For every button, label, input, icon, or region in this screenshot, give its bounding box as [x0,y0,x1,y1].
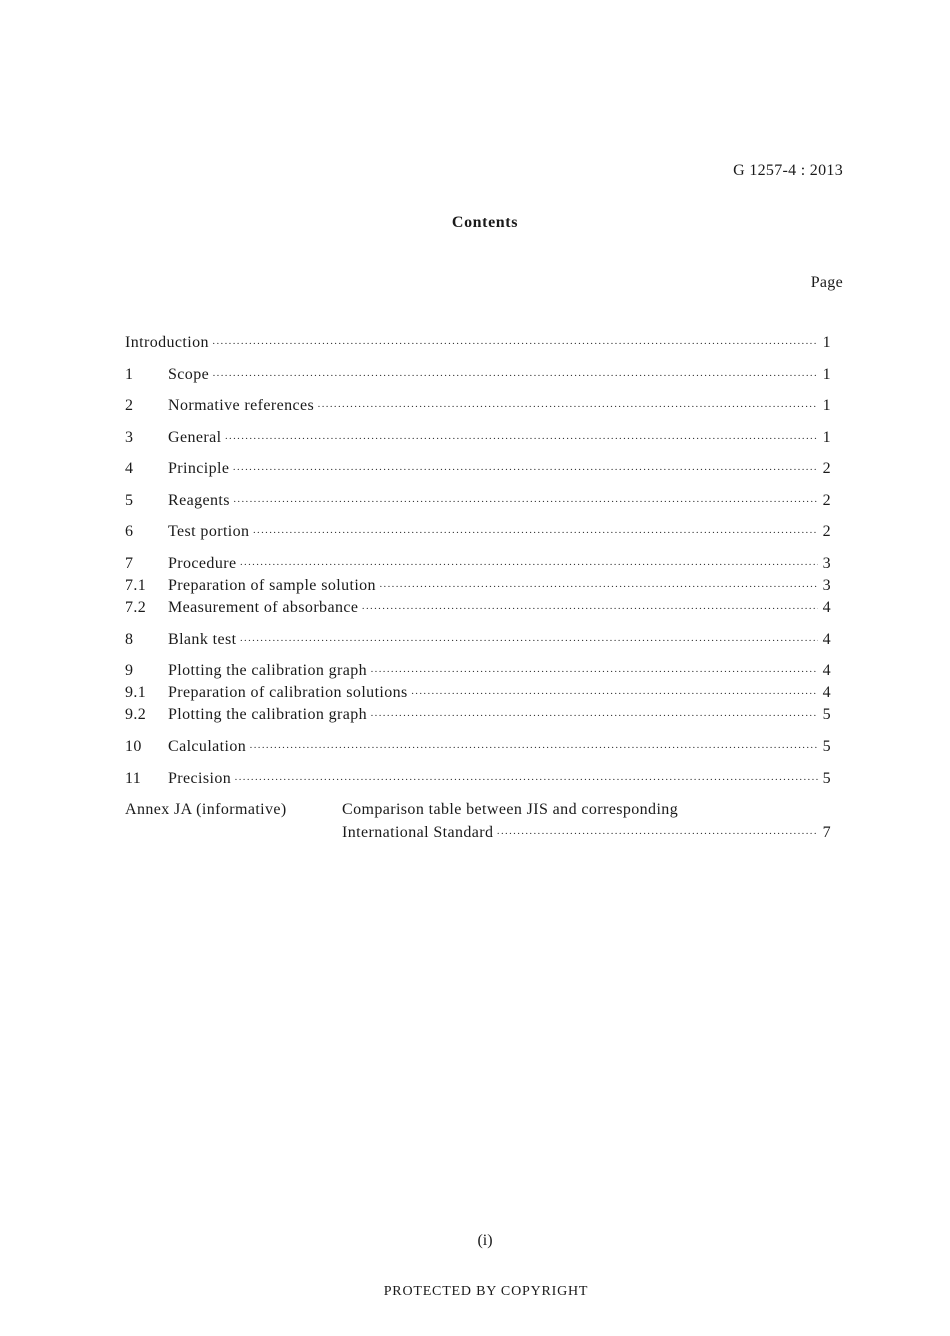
toc-entry[interactable] [125,491,831,512]
toc-entry[interactable] [125,522,831,543]
toc-entry-number: 9.1 [125,684,147,701]
toc-entry-number: 8 [125,631,134,648]
toc-entry-page: 3 [822,577,831,594]
toc-entry-page: 4 [822,684,831,701]
toc-entry-label: Reagents [168,492,230,509]
toc-entry-page: 3 [822,555,831,572]
toc-entry-number: 9.2 [125,706,147,723]
toc-entry-page: 2 [822,523,831,540]
dot-leader [212,366,818,386]
toc-entry-label: Plotting the calibration graph [168,662,368,679]
toc-entry-page: 5 [822,706,831,723]
toc-entry-label: Plotting the calibration graph [168,706,368,723]
toc-entry[interactable] [125,396,831,417]
dot-leader [411,684,818,704]
toc-entry[interactable] [125,769,831,790]
toc-entry[interactable] [125,737,831,758]
toc-entry-page: 2 [822,460,831,477]
toc-entry-number: 7 [125,555,134,572]
toc-entry-label: Precision [168,770,232,787]
dot-leader [234,770,818,790]
toc-entry[interactable] [125,630,831,651]
toc-entry[interactable] [125,428,831,449]
copyright-notice: PROTECTED BY COPYRIGHT [383,1284,589,1299]
toc-entry-label: Blank test [168,631,237,648]
toc-entry-label: Scope [168,366,210,383]
annex-title-line2: International Standard [342,824,494,841]
annex-title-line1: Comparison table between JIS and corresponding [342,801,679,818]
toc-entry-label: Preparation of calibration solutions [168,684,408,701]
dot-leader [370,662,818,682]
toc-entry-number: 5 [125,492,134,509]
toc-entry-page: 1 [822,397,831,414]
page-number: (i) [477,1232,493,1249]
toc-entry-number: 10 [125,738,142,755]
page-column-heading: Page [810,274,843,291]
dot-leader [361,599,818,619]
annex-title-line2-row [342,823,831,844]
toc-entry-number: 2 [125,397,134,414]
dot-leader [239,555,818,575]
toc-entry-number: 1 [125,366,134,383]
toc-entry[interactable] [125,554,831,575]
toc-entry-page: 4 [822,599,831,616]
dot-leader [239,631,818,651]
toc-entry-annex[interactable] [125,800,831,846]
toc-entry-page: 4 [822,662,831,679]
toc-entry-label: Procedure [168,555,237,572]
toc-entry-label: Introduction [125,334,209,351]
toc-entry[interactable] [125,576,831,597]
toc-entry-page: 2 [822,492,831,509]
dot-leader [224,429,818,449]
toc-entry-label: Normative references [168,397,315,414]
toc-entry-page: 5 [822,770,831,787]
toc-entry-page: 1 [822,429,831,446]
toc-entry-page: 1 [822,334,831,351]
document-code: G 1257-4 : 2013 [733,162,843,179]
toc-entry[interactable] [125,661,831,682]
dot-leader [370,706,818,726]
toc-entry-introduction[interactable] [125,333,831,354]
toc-entry-page: 5 [822,738,831,755]
dot-leader [496,824,818,844]
toc-entry-number: 7.2 [125,599,147,616]
toc-entry-number: 4 [125,460,134,477]
page-title: Contents [451,214,519,231]
dot-leader [212,334,818,354]
toc-entry-page: 1 [822,366,831,383]
toc-entry-number: 3 [125,429,134,446]
toc-entry-label: Calculation [168,738,247,755]
toc-entry-number: 11 [125,770,142,787]
toc-entry[interactable] [125,598,831,619]
toc-entry-label: Test portion [168,523,250,540]
dot-leader [233,492,818,512]
toc-entry-page: 7 [822,824,831,841]
toc-entry[interactable] [125,365,831,386]
toc-entry-number: 6 [125,523,134,540]
toc-entry[interactable] [125,459,831,480]
toc-entry-number: 7.1 [125,577,147,594]
annex-title [342,800,831,844]
toc-entry-number: 9 [125,662,134,679]
toc-entry-label: General [168,429,222,446]
toc-entry[interactable] [125,683,831,704]
toc-entry[interactable] [125,705,831,726]
dot-leader [249,738,818,758]
dot-leader [379,577,818,597]
dot-leader [252,523,818,543]
toc-entry-page: 4 [822,631,831,648]
toc-entry-label: Measurement of absorbance [168,599,359,616]
dot-leader [317,397,818,417]
dot-leader [232,460,818,480]
annex-label: Annex JA (informative) [125,801,287,818]
toc-entry-label: Principle [168,460,230,477]
toc-entry-label: Preparation of sample solution [168,577,376,594]
